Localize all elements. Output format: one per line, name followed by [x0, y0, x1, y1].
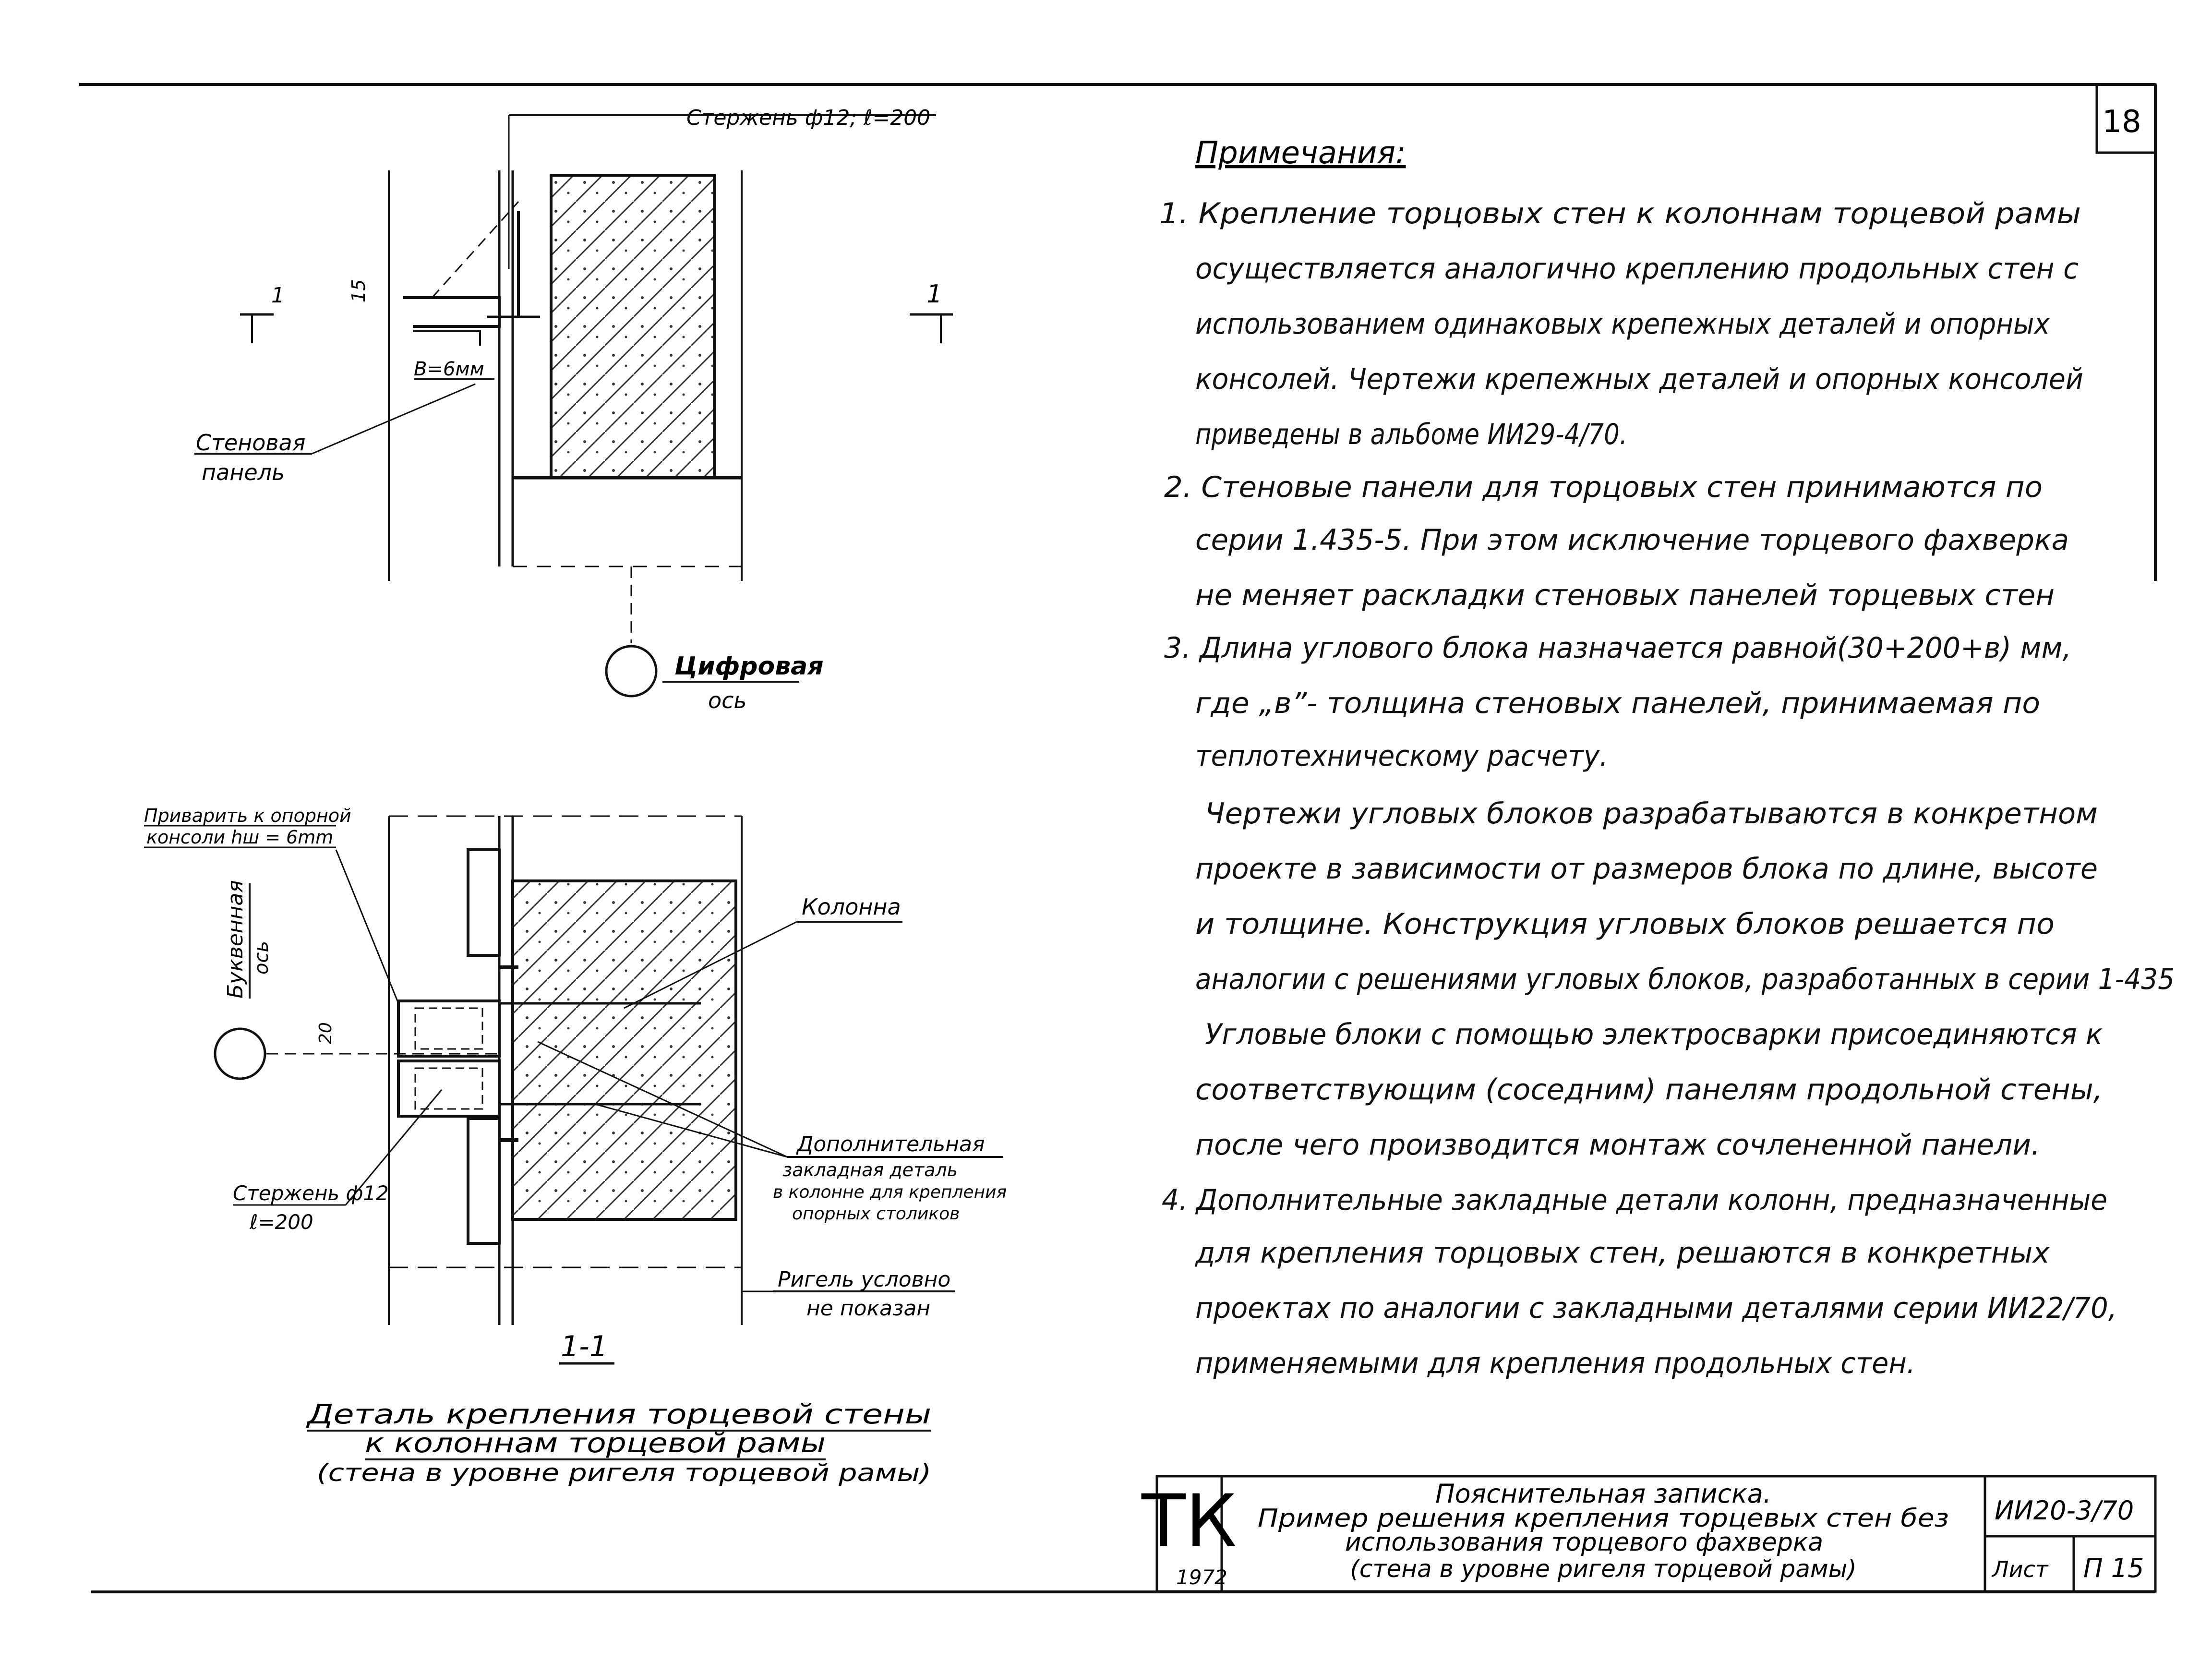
weld-label-1: Приварить к опорной	[144, 805, 351, 826]
column-section-top	[551, 175, 714, 478]
note-line: приведены в альбоме ИИ29-4/70.	[1195, 418, 1627, 451]
gap-label: B=6мм	[414, 358, 484, 380]
note-line: теплотехническому расчету.	[1195, 739, 1608, 773]
dim-15: 15	[348, 279, 369, 302]
note-line: после чего производится монтаж сочлененной панели.	[1195, 1128, 2040, 1162]
notes-heading: Примечания:	[1195, 135, 1406, 171]
column-label: Колонна	[802, 894, 901, 920]
tb-desc-1: Пример решения крепления торцевых стен без	[1258, 1504, 1949, 1533]
letter-axis-label-1: Буквенная	[223, 880, 248, 999]
note-line: 3. Длина углового блока назначается равной(30+200+в) мм,	[1164, 631, 2071, 665]
girder-label-1: Ригель условно	[778, 1267, 951, 1292]
page-number: 18	[2102, 104, 2141, 140]
note-line: 4. Дополнительные закладные детали колонн, предназначенные	[1162, 1183, 2107, 1217]
wall-panel-label-1: Стеновая	[196, 430, 306, 456]
note-line: серии 1.435-5. При этом исключение торцевого фахверка	[1195, 523, 2069, 557]
note-line: Угловые блоки с помощью электросварки присоединяются к	[1205, 1018, 2103, 1051]
tb-desc-2: использования торцевого фахверка	[1345, 1528, 1824, 1557]
extra-part-label-3: в колонне для крепления	[773, 1182, 1007, 1202]
org-mark: ТК	[1141, 1480, 1237, 1563]
extra-part-label-4: опорных столиков	[792, 1204, 960, 1224]
dim-20: 20	[316, 1022, 336, 1044]
caption-line-3: (стена в уровне ригеля торцевой рамы)	[317, 1459, 931, 1487]
note-line: не меняет раскладки стеновых панелей торцевых стен	[1195, 578, 2055, 612]
extra-part-label-2: закладная деталь	[782, 1159, 958, 1180]
year: 1972	[1176, 1566, 1227, 1589]
wall-panel-label-2: панель	[202, 459, 285, 485]
letter-axis-bubble	[215, 1029, 265, 1079]
note-line: проектах по аналогии с закладными деталями серии ИИ22/70,	[1195, 1291, 2117, 1325]
column-section-bottom	[513, 881, 736, 1219]
note-line: применяемыми для крепления продольных стен.	[1195, 1347, 1915, 1380]
weld-label-2: консоли hш = 6mm	[146, 827, 334, 848]
note-line: где „в”- толщина стеновых панелей, принимаемая по	[1195, 686, 2040, 720]
notes-list	[1159, 197, 2175, 1380]
note-line: аналогии с решениями угловых блоков, разработанных в серии 1-435	[1195, 963, 2175, 996]
rod-label-top: Стержень ф12; ℓ=200	[686, 106, 931, 130]
tb-desc-3: (стена в уровне ригеля торцевой рамы)	[1350, 1555, 1857, 1583]
tb-title: Пояснительная записка.	[1435, 1479, 1772, 1509]
top-detail	[194, 115, 953, 696]
rod-label-bottom-2: ℓ=200	[250, 1210, 313, 1234]
note-line: проекте в зависимости от размеров блока по длине, высоте	[1195, 852, 2098, 886]
note-line: Чертежи угловых блоков разрабатываются в конкретном	[1205, 797, 2098, 831]
note-line: соответствующим (соседним) панелям продольной стены,	[1195, 1073, 2103, 1107]
note-line: консолей. Чертежи крепежных деталей и опорных консолей	[1195, 362, 2083, 396]
sheet-number: П 15	[2083, 1553, 2144, 1583]
doc-code: ИИ20-3/70	[1995, 1495, 2134, 1526]
digital-axis-label-2: ось	[708, 687, 747, 713]
section-mark-right: 1	[926, 280, 943, 309]
note-line: для крепления торцовых стен, решаются в конкретных	[1194, 1236, 2050, 1270]
section-title: 1-1	[561, 1330, 608, 1363]
note-line: 1. Крепление торцовых стен к колоннам торцевой рамы	[1159, 197, 2081, 230]
note-line: осуществляется аналогично креплению продольных стен с	[1195, 252, 2079, 286]
note-line: 2. Стеновые панели для торцовых стен принимаются по	[1164, 470, 2043, 504]
note-line: использованием одинаковых крепежных деталей и опорных	[1195, 307, 2050, 341]
digital-axis-bubble	[606, 646, 656, 696]
digital-axis-label-1: Цифровая	[674, 652, 824, 681]
rod-label-bottom-1: Стержень ф12	[233, 1181, 389, 1205]
section-mark-left: 1	[271, 283, 285, 308]
caption-line-2: к колоннам торцевой рамы	[365, 1428, 826, 1459]
sheet-label: Лист	[1992, 1556, 2048, 1582]
note-line: и толщине. Конструкция угловых блоков решается по	[1195, 907, 2055, 941]
girder-label-2: не показан	[806, 1296, 931, 1321]
extra-part-label-1: Дополнительная	[797, 1132, 985, 1156]
letter-axis-label-2: ось	[251, 940, 273, 975]
caption-line-1: Деталь крепления торцевой стены	[305, 1399, 931, 1430]
